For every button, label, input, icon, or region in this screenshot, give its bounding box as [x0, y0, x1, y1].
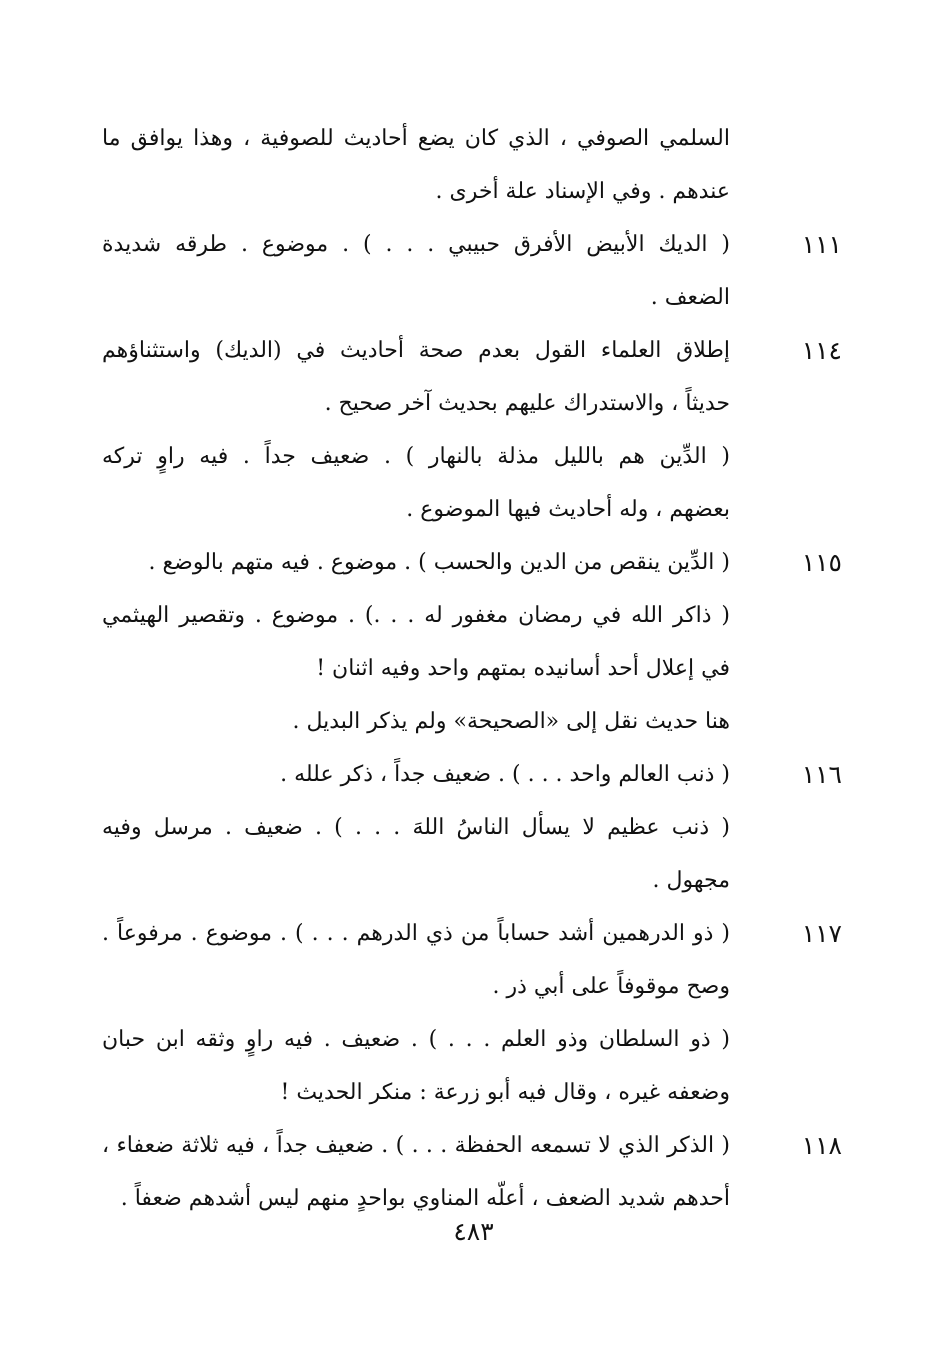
text-line: الضعف . [650, 285, 730, 310]
entry-number: ١١٥ [801, 548, 842, 577]
text-line: ( ذو الدرهمين أشد حساباً من ذي الدرهم . . . ) . موضوع . مرفوعاً . [102, 921, 730, 946]
text-line: في إعلال أحد أسانيده بمتهم واحد وفيه اثنان ! [316, 656, 730, 681]
entry-body [102, 907, 730, 1119]
text-block [102, 112, 842, 1225]
entry-111 [102, 218, 842, 324]
entry-body [102, 536, 730, 748]
entry-body [102, 218, 730, 324]
page-number: ٤٨٣ [453, 1217, 494, 1246]
entry-118 [102, 1119, 842, 1225]
text-line: إطلاق العلماء القول بعدم صحة أحاديث في (الديك) واستثناؤهم [102, 338, 730, 363]
text-line: ( الذكر الذي لا تسمعه الحفظة . . . ) . ضعيف جداً ، فيه ثلاثة ضعفاء ، [102, 1133, 730, 1158]
entry-number: ١١٧ [801, 919, 842, 948]
entry-body [102, 324, 730, 536]
entry-number: ١١٤ [801, 336, 842, 365]
text-line: أحدهم شديد الضعف ، أعلّه المناوي بواحدٍ منهم ليس أشدهم ضعفاً . [120, 1186, 730, 1211]
text-line: ( الدِّين ينقص من الدين والحسب ) . موضوع . فيه متهم بالوضع . [148, 550, 730, 575]
text-line: مجهول . [652, 868, 730, 893]
entry-114 [102, 324, 842, 536]
entry-116 [102, 748, 842, 907]
entry-number: ١١١ [801, 230, 842, 259]
text-line: هنا حديث نقل إلى «الصحيحة» ولم يذكر البديل . [292, 709, 730, 734]
entry-continuation [102, 112, 842, 218]
entry-115 [102, 536, 842, 748]
entry-number: ١١٦ [801, 760, 842, 789]
text-line: السلمي الصوفي ، الذي كان يضع أحاديث للصوفية ، وهذا يوافق ما [102, 126, 730, 151]
text-line: ( الديك الأبيض الأفرق حبيبي . . . ) . موضوع . طرقه شديدة [102, 232, 730, 257]
entry-117 [102, 907, 842, 1119]
text-line: ( ذنب عظيم لا يسأل الناسُ اللهَ . . . ) . ضعيف . مرسل وفيه [102, 815, 730, 840]
text-line: حديثاً ، والاستدراك عليهم بحديث آخر صحيح . [324, 391, 730, 416]
text-line: وصح موقوفاً على أبي ذر . [492, 974, 730, 999]
entry-body [102, 748, 730, 907]
text-line: عندهم . وفي الإسناد علة أخرى . [435, 179, 730, 204]
entry-body [102, 112, 730, 218]
entry-number: ١١٨ [801, 1131, 842, 1160]
text-line: ( ذنب العالم واحد . . . ) . ضعيف جداً ، ذكر علله . [280, 762, 730, 787]
text-line: ( ذو السلطان وذو العلم . . . ) . ضعيف . فيه راوٍ وثقه ابن حبان [102, 1027, 730, 1052]
text-line: ( ذاكر الله في رمضان مغفور له . . .) . موضوع . وتقصير الهيثمي [102, 603, 730, 628]
text-line: وضعفه غيره ، وقال فيه أبو زرعة : منكر الحديث ! [280, 1080, 730, 1105]
text-line: بعضهم ، وله أحاديث فيها الموضوع . [406, 497, 730, 522]
text-line: ( الدِّين هم بالليل مذلة بالنهار ) . ضعيف جداً . فيه راوٍ تركه [102, 444, 730, 469]
entry-number [730, 112, 842, 165]
entry-body [102, 1119, 730, 1225]
